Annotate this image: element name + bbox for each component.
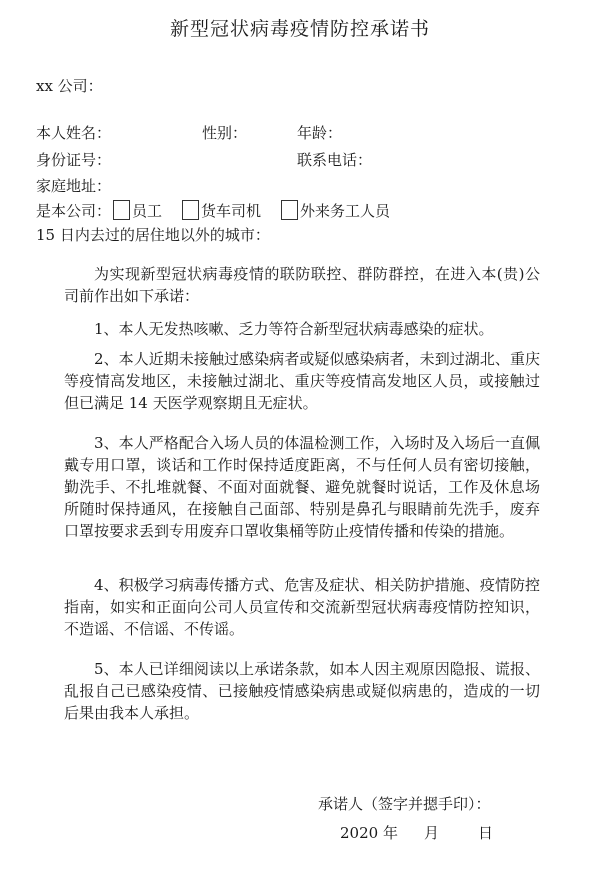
role-row — [36, 200, 390, 221]
employee-checkbox[interactable] — [113, 200, 130, 220]
travel-history-label: 15 日内去过的居住地以外的城市： — [36, 226, 270, 244]
pledge-item-1: 1、本人无发热咳嗽、乏力等符合新型冠状病毒感染的症状。 — [94, 320, 494, 338]
employee-option-label: 员工 — [132, 202, 163, 220]
date-year: 2020 年 — [340, 824, 398, 842]
document-title: 新型冠状病毒疫情防控承诺书 — [169, 18, 430, 40]
date-month: 月 — [424, 824, 440, 842]
pledge-item-3: 3、本人严格配合入场人员的体温检测工作，入场时及入场后一直佩戴专用口罩，谈话和工作时保持适度距离，不与任何人员有密切接触，勤洗手、不扎堆就餐、不面对面就餐、避免就餐时说话，工作及休息场所随时保持通风，在接触自己面部、特别是鼻孔与眼睛前先洗手，废弃口罩按要求丢到专用废弃口罩收集桶等防止疫情传播和传染的措施。 — [64, 434, 540, 540]
date-day: 日 — [478, 824, 494, 842]
migrant-worker-checkbox[interactable] — [281, 200, 298, 220]
pledge-item-4: 4、积极学习病毒传播方式、危害及症状、相关防护措施、疫情防控指南，如实和正面向公司人员宣传和交流新型冠状病毒疫情防控知识，不造谣、不信谣、不传谣。 — [64, 576, 540, 638]
truck-driver-option-label: 货车司机 — [201, 202, 262, 220]
phone-label: 联系电话： — [297, 151, 373, 169]
role-label: 是本公司： — [36, 202, 112, 220]
signature-label: 承诺人（签字并摁手印）： — [318, 795, 491, 813]
id-number-label: 身份证号： — [36, 151, 112, 169]
company-line: xx 公司： — [36, 77, 103, 95]
pledge-item-5: 5、本人已详细阅读以上承诺条款，如本人因主观原因隐报、谎报、乱报自己已感染疫情、已接触疫情感染病患或疑似病患的，造成的一切后果由我本人承担。 — [64, 660, 540, 722]
gender-label: 性别： — [202, 124, 248, 142]
age-label: 年龄： — [297, 124, 343, 142]
name-label: 本人姓名： — [36, 124, 112, 142]
home-address-label: 家庭地址： — [36, 177, 112, 195]
migrant-worker-option-label: 外来务工人员 — [300, 202, 391, 220]
intro-paragraph: 为实现新型冠状病毒疫情的联防联控、群防群控，在进入本(贵)公司前作出如下承诺： — [64, 265, 540, 305]
pledge-item-2: 2、本人近期未接触过感染病者或疑似感染病者，未到过湖北、重庆等疫情高发地区，未接触过湖北、重庆等疫情高发地区人员，或接触过但已满足 14 天医学观察期且无症状。 — [64, 350, 540, 412]
truck-driver-checkbox[interactable] — [182, 200, 199, 220]
